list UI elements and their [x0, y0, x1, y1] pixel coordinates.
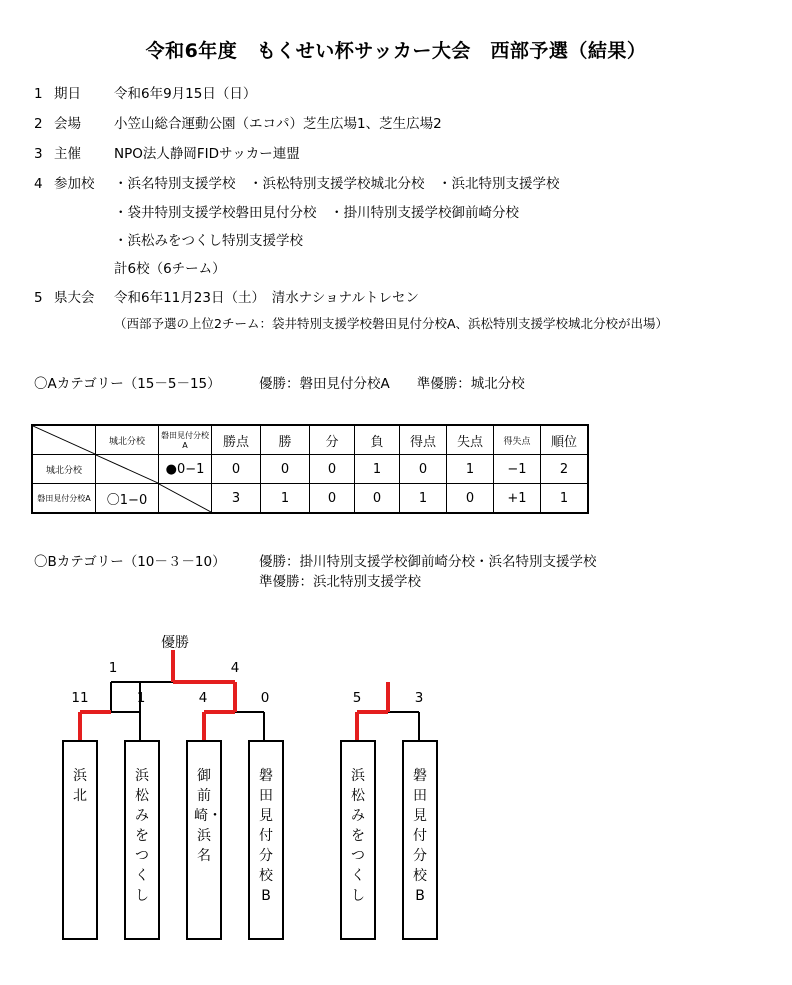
- prefectural-note: （西部予選の上位2チーム：袋井特別支援学校磐田見付分校A、浜松特別支援学校城北分校が出場）: [114, 316, 669, 331]
- header-points: 勝点: [212, 425, 261, 455]
- row-losses: 0: [355, 484, 400, 514]
- row-draws: 0: [310, 455, 355, 484]
- semi-score-1: 11: [71, 690, 89, 706]
- final-score-left: 1: [108, 660, 118, 676]
- header-draws: 分: [310, 425, 355, 455]
- info-date: 1 期日 令和6年9月15日（日）: [34, 86, 257, 102]
- row-team: 磐田見付分校A: [32, 484, 96, 514]
- header-goal-diff: 得失点: [494, 425, 541, 455]
- row-goal-diff: −1: [494, 455, 541, 484]
- row-goals-for: 0: [400, 455, 447, 484]
- league-table: [31, 424, 589, 514]
- team-name-hamamatsu-miotsukushi-2: 浜松みをつくし: [351, 768, 365, 904]
- header-losses: 負: [355, 425, 400, 455]
- row-wins: 0: [261, 455, 310, 484]
- info-prefectural: 5 県大会 令和6年11月23日（土） 清水ナショナルトレセン: [34, 290, 419, 306]
- semi-score-2: 1: [136, 690, 146, 706]
- header-iwata: 磐田見付分校A: [159, 425, 212, 455]
- row-points: 0: [212, 455, 261, 484]
- other-score-1: 5: [352, 690, 362, 706]
- header-jyohoku: 城北分校: [96, 425, 159, 455]
- semi-score-3: 4: [198, 690, 208, 706]
- row-team: 城北分校: [32, 455, 96, 484]
- info-organizer: 3 主催 NPO法人静岡FIDサッカー連盟: [34, 146, 300, 162]
- row-draws: 0: [310, 484, 355, 514]
- info-venue: 2 会場 小笠山総合運動公園（エコパ）芝生広場1、芝生広場2: [34, 116, 442, 132]
- table-row: [32, 484, 588, 514]
- row-goals-against: 0: [447, 484, 494, 514]
- page-title: 令和6年度 もくせい杯サッカー大会 西部予選（結果）: [145, 40, 647, 62]
- cat-b-result-2: 準優勝：浜北特別支援学校: [259, 574, 421, 590]
- header-goals-against: 失点: [447, 425, 494, 455]
- cat-b-result-1: 優勝：掛川特別支援学校御前崎分校・浜名特別支援学校: [259, 554, 597, 570]
- schools-line-3: ・浜松みをつくし特別支援学校: [114, 233, 303, 249]
- team-name-hamamatsu-miotsukushi: 浜松みをつくし: [135, 768, 149, 904]
- row-rank: 1: [541, 484, 589, 514]
- schools-total: 計6校（6チーム）: [114, 261, 226, 277]
- table-row: [32, 455, 588, 484]
- other-score-2: 3: [414, 690, 424, 706]
- team-name-iwata-b: 磐田見付分校B: [259, 768, 273, 904]
- row-vs: 〇1−0: [96, 484, 159, 514]
- team-name-omaezaki-hamana: 御前崎・浜名: [194, 768, 222, 864]
- row-goals-for: 1: [400, 484, 447, 514]
- row-vs: ●0−1: [159, 455, 212, 484]
- row-goals-against: 1: [447, 455, 494, 484]
- schools-line-2: ・袋井特別支援学校磐田見付分校 ・掛川特別支援学校御前崎分校: [114, 205, 519, 221]
- row-goal-diff: +1: [494, 484, 541, 514]
- row-wins: 1: [261, 484, 310, 514]
- cat-a-label: 〇Aカテゴリー（15－5－15）: [34, 376, 221, 392]
- self-cell: [96, 455, 159, 484]
- row-losses: 1: [355, 455, 400, 484]
- table-header-row: [32, 425, 588, 455]
- team-name-hamakita: 浜北: [73, 768, 87, 804]
- header-rank: 順位: [541, 425, 589, 455]
- row-rank: 2: [541, 455, 589, 484]
- header-goals-for: 得点: [400, 425, 447, 455]
- final-score-right: 4: [230, 660, 240, 676]
- row-points: 3: [212, 484, 261, 514]
- diagonal-cell: [32, 425, 96, 455]
- self-cell: [159, 484, 212, 514]
- semi-score-4: 0: [260, 690, 270, 706]
- info-schools: 4 参加校 ・浜名特別支援学校 ・浜松特別支援学校城北分校 ・浜北特別支援学校: [34, 176, 560, 192]
- team-name-iwata-b-2: 磐田見付分校B: [413, 768, 427, 904]
- cat-b-label: 〇Bカテゴリー（10－３－10）: [34, 554, 226, 570]
- header-wins: 勝: [261, 425, 310, 455]
- champion-label: 優勝: [161, 635, 189, 651]
- cat-a-result: 優勝：磐田見付分校A 準優勝：城北分校: [259, 376, 525, 392]
